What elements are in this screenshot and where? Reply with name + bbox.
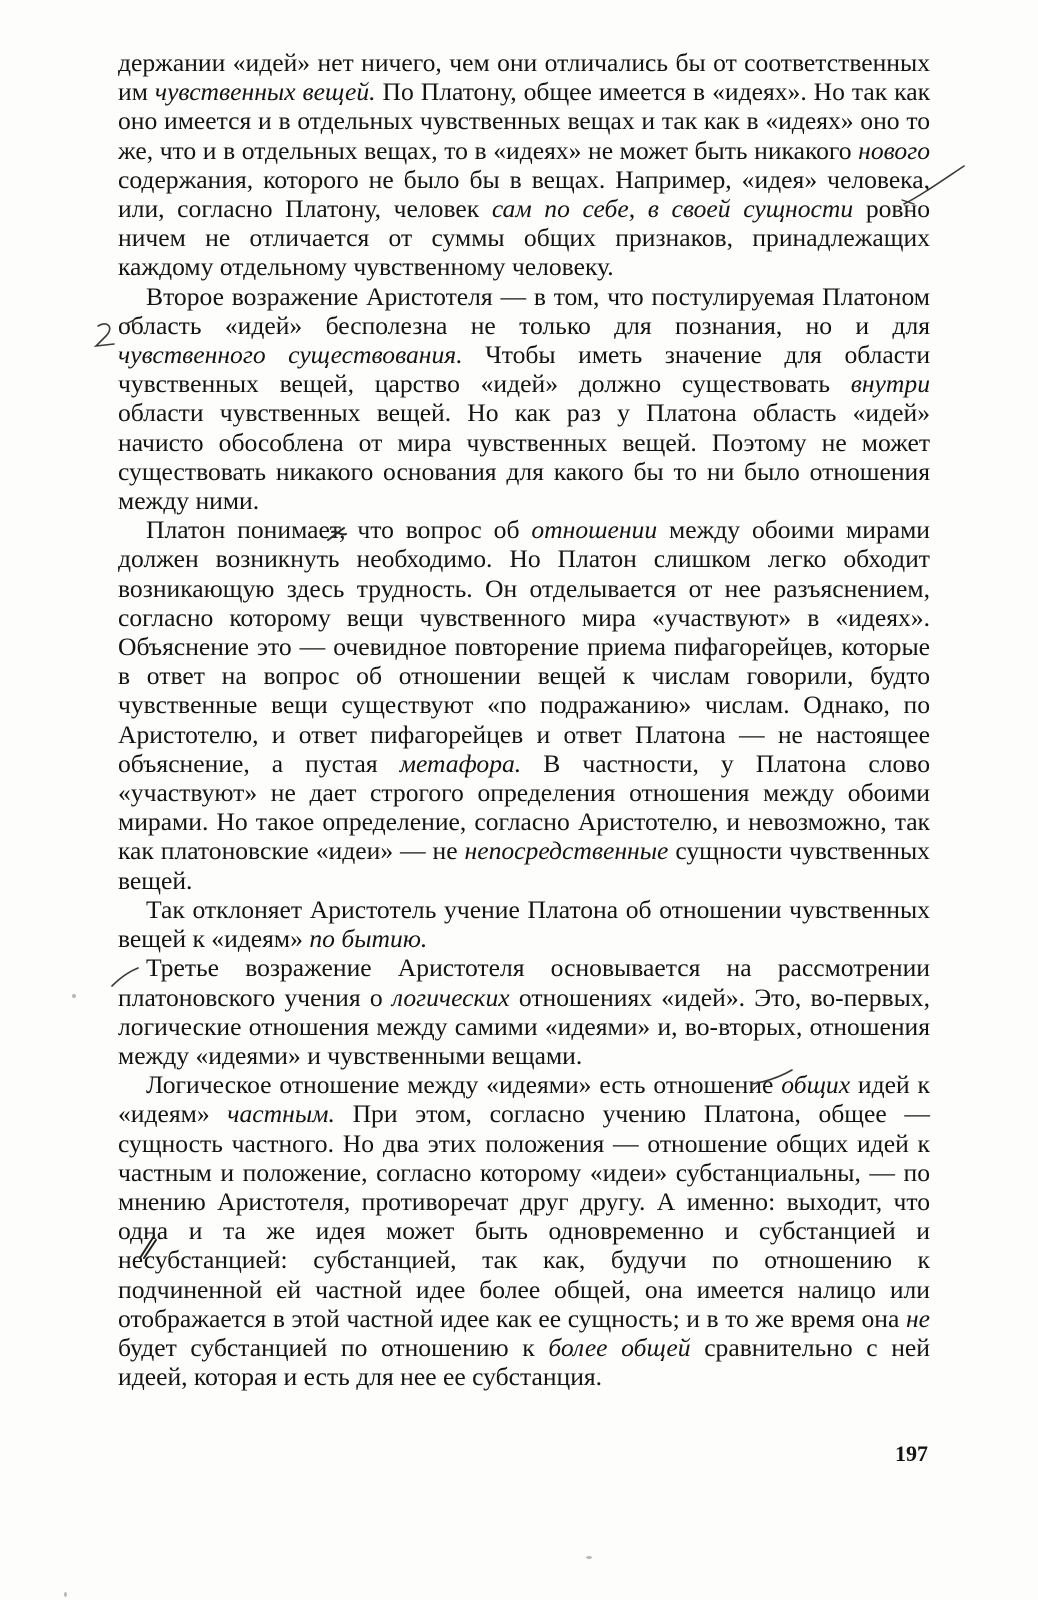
italic-run: внутри bbox=[850, 369, 930, 399]
text-run: Логическое отношение между «идеями» есть отношение bbox=[146, 1070, 782, 1100]
italic-run: сам по себе, в своей сущности bbox=[491, 194, 854, 224]
italic-run: частным. bbox=[227, 1099, 335, 1129]
text-run: Второе возражение Аристотеля — в том, что постулируемая Платоном область «идей» бесполезна не только для познания, но и для bbox=[118, 281, 930, 340]
pencil-slash-mark bbox=[900, 160, 970, 210]
italic-run: более общей bbox=[548, 1332, 691, 1362]
pencil-underline-mark bbox=[748, 1068, 798, 1088]
paragraph-2 bbox=[118, 282, 930, 516]
paragraph-3 bbox=[118, 515, 930, 895]
pencil-number-two-mark bbox=[88, 318, 148, 352]
pencil-scribble-mark bbox=[326, 524, 350, 544]
text-run: сущности чувственных вещей. bbox=[118, 836, 930, 895]
text-run: Платон понимает, что вопрос об bbox=[146, 515, 532, 545]
italic-run: отношении bbox=[531, 515, 658, 545]
text-run: сравнительно с ней идеей, которая и есть для нее ее субстанция. bbox=[118, 1332, 930, 1392]
pencil-tick-mark bbox=[108, 966, 142, 990]
paragraph-5 bbox=[118, 953, 930, 1070]
text-run: В частности, у Платона слово «участвуют» не дает строгого определения отношения между обоими мирами. Но такое определение, согласно Аристотелю, и невозможно, так как платоновские «идеи» — не bbox=[118, 748, 930, 866]
italic-run: чувственного существования. bbox=[118, 340, 463, 370]
body-text bbox=[118, 48, 930, 1391]
text-run: держании «идей» нет ничего, чем они отличались бы от соответственных им bbox=[118, 48, 930, 107]
italic-run: непосредственные bbox=[464, 836, 669, 866]
text-run: При этом, согласно учению Платона, общее — сущность частного. Но два этих положения — отношение общих идей к частным и положение, согласно которому «идеи» субстанциальны, — по мнению Аристотеля, противоречат друг другу. А именно: выходит, что одна и та же идея может быть одновременно и субстанцией и несубстанцией: субстанцией, так как, будучи по отношению к подчиненной ей частной идее более общей, она имеется налицо или отображается в этой частной идее как ее сущность; и в то же время она bbox=[118, 1099, 930, 1333]
pencil-separator-mark bbox=[136, 1232, 160, 1262]
paper-speck bbox=[586, 1556, 592, 1559]
italic-run: логических bbox=[391, 982, 510, 1012]
italic-run: нового bbox=[858, 135, 930, 165]
text-run: области чувственных вещей. Но как раз у Платона область «идей» начисто обособлена от мира чувственных вещей. Поэтому не может существовать никакого основания для какого бы то ни было отношения между ними. bbox=[118, 398, 930, 516]
text-run: Чтобы иметь значение для области чувственных вещей, царство «идей» должно существовать bbox=[118, 340, 931, 399]
text-run: По Платону, общее имеется в «идеях». Но так как оно имеется и в отдельных чувственных вещах и так как в «идеях» оно то же, что и в отдельных вещах, то в «идеях» не может быть никакого bbox=[118, 77, 930, 165]
text-run: ровно ничем не отличается от суммы общих признаков, принадлежащих каждому отдельному чувственному человеку. bbox=[118, 194, 930, 282]
paragraph-1 bbox=[118, 48, 930, 282]
italic-run: чувственных вещей. bbox=[154, 77, 376, 107]
text-run: будет субстанцией по отношению к bbox=[118, 1332, 549, 1362]
italic-run: не bbox=[905, 1303, 930, 1333]
paragraph-6 bbox=[118, 1070, 930, 1391]
italic-run: метафора. bbox=[399, 748, 522, 778]
paragraph-4 bbox=[118, 895, 930, 953]
text-run: идей к «идеям» bbox=[118, 1070, 930, 1129]
paper-speck bbox=[72, 994, 76, 998]
italic-run: общих bbox=[781, 1070, 851, 1100]
text-run: между обоими мирами должен возникнуть необходимо. Но Платон слишком легко обходит возникающую здесь трудность. Он отделывается от нее разъяснением, согласно которому вещи чувственного мира «участвуют» в «идеях». Объяснение это — очевидное повторение приема пифагорейцев, которые в ответ на вопрос об отношении вещей к числам говорили, будто чувственные вещи существуют «по подражанию» числам. Однако, по Аристотелю, и ответ пифагорейцев и ответ Платона — не настоящее объяснение, а пустая bbox=[118, 515, 931, 778]
italic-run: по бытию. bbox=[309, 924, 428, 954]
text-run: содержания, которого не было бы в вещах. Например, «идея» человека, или, согласно Платону, человек bbox=[118, 164, 930, 224]
text-run: Так отклоняет Аристотель учение Платона об отношении чувственных вещей к «идеям» bbox=[118, 894, 930, 954]
text-run: отношениях «идей». Это, во-первых, логические отношения между самими «идеями» и, во-вторых, отношения между «идеями» и чувственными вещами. bbox=[118, 982, 931, 1070]
paper-speck bbox=[64, 1592, 67, 1597]
page-number: 197 bbox=[895, 1441, 928, 1466]
text-run: Третье возражение Аристотеля основывается на рассмотрении платоновского учения о bbox=[118, 953, 930, 1012]
